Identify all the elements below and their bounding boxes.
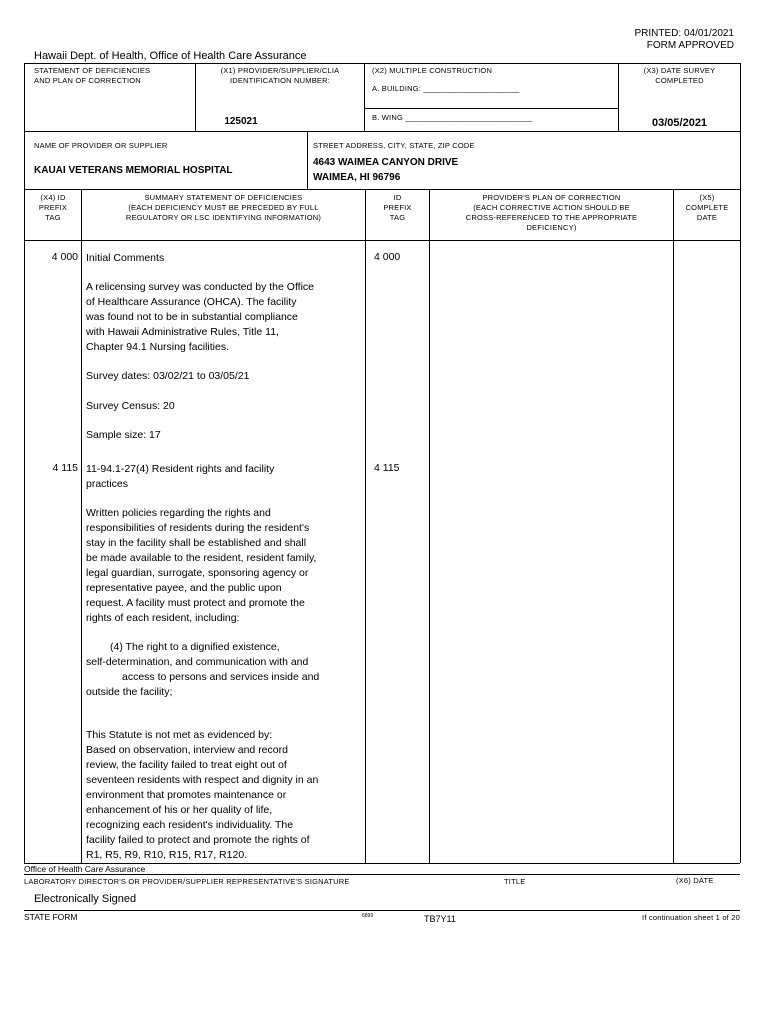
signature-label: LABORATORY DIRECTOR'S OR PROVIDER/SUPPLIER REPRESENTATIVE'S SIGNATURE — [24, 877, 350, 886]
continuation-sheet: If continuation sheet 1 of 20 — [642, 913, 740, 922]
building-field: A. BUILDING: ______________________ — [372, 84, 520, 93]
x4-header: (X4) ID PREFIX TAG — [38, 193, 68, 222]
rights-paragraph: Written policies regarding the rights and responsibilities of residents during the resident's stay in the facility shall be established and shall be made available to the resident, resident family, legal guardian, surrogate, sponsoring agency or representative payee, and the public upon request. A facility must protect and promote the rights of each resident, including: — [86, 507, 317, 624]
survey-dates: Survey dates: 03/02/21 to 03/05/21 — [86, 370, 250, 382]
relicensing-paragraph: A relicensing survey was conducted by the Office of Healthcare Assurance (OHCA). The facility was found not to be in substantial compliance with Hawaii Administrative Rules, Title 11, Chapter 94.1 Nursing facilities. — [86, 281, 315, 353]
wing-field: B. WING _____________________________ — [372, 113, 533, 122]
address-label: STREET ADDRESS, CITY, STATE, ZIP CODE — [313, 141, 475, 150]
office-label: Office of Health Care Assurance — [24, 864, 146, 874]
x5-header: (X5) COMPLETE DATE — [685, 193, 729, 222]
summary-header: SUMMARY STATEMENT OF DEFICIENCIES (EACH DEFICIENCY MUST BE PRECEDED BY FULL REGULATORY OR LSC IDENTIFYING INFORMATION) — [125, 193, 322, 222]
statement-label: STATEMENT OF DEFICIENCIES AND PLAN OF CORRECTION — [34, 66, 151, 85]
state-form-label: STATE FORM — [24, 912, 78, 922]
id-header: ID PREFIX TAG — [383, 193, 412, 222]
address-line-2: WAIMEA, HI 96796 — [313, 172, 401, 183]
initial-comments-heading: Initial Comments — [86, 252, 165, 264]
rule-heading: 11-94.1-27(4) Resident rights and facility practices — [86, 463, 275, 490]
date-label: (X6) DATE — [676, 876, 714, 885]
provider-id: 125021 — [224, 116, 258, 127]
id-tag-4000: 4 000 — [374, 251, 401, 263]
sample-size: Sample size: 17 — [86, 429, 161, 441]
provider-name-label: NAME OF PROVIDER OR SUPPLIER — [34, 141, 168, 150]
plan-header: PROVIDER'S PLAN OF CORRECTION (EACH CORRECTIVE ACTION SHOULD BE CROSS-REFERENCED TO THE APPROPRIATE DEFICIENCY) — [465, 193, 638, 232]
signature-value: Electronically Signed — [34, 893, 137, 905]
finding-paragraph: This Statute is not met as evidenced by: Based on observation, interview and record review, the facility failed to treat eight out of seventeen residents with respect and dignity in an environment that promotes maintenance or enhancement of his or her quality of life, recognizing each resident's individuality. The facility failed to protect and promote the rights of R1, R5, R9, R10, R15, R17, R120. — [86, 729, 319, 861]
right-dignity-paragraph: (4) The right to a dignified existence, self-determination, and communication with and access to persons and services inside and outside the facility; — [86, 641, 320, 698]
tag-4115: 4 115 — [52, 462, 78, 474]
x2-label: (X2) MULTIPLE CONSTRUCTION — [372, 66, 493, 75]
survey-census: Survey Census: 20 — [86, 400, 175, 412]
agency-name: Hawaii Dept. of Health, Office of Health Care Assurance — [34, 50, 307, 62]
survey-date: 03/05/2021 — [652, 117, 708, 129]
tag-4000: 4 000 — [51, 251, 78, 263]
id-tag-4115: 4 115 — [374, 462, 400, 474]
provider-name: KAUAI VETERANS MEMORIAL HOSPITAL — [34, 165, 233, 176]
address-line-1: 4643 WAIMEA CANYON DRIVE — [313, 157, 459, 168]
x1-label: (X1) PROVIDER/SUPPLIER/CLIA IDENTIFICATION NUMBER: — [220, 66, 340, 85]
form-code: 6899 — [362, 913, 374, 919]
form-approved: FORM APPROVED — [646, 40, 734, 51]
printed-date: PRINTED: 04/01/2021 — [634, 28, 734, 39]
title-label: TITLE — [504, 877, 526, 886]
form-id: TB7Y11 — [424, 914, 456, 924]
x3-label: (X3) DATE SURVEY COMPLETED — [643, 66, 716, 85]
